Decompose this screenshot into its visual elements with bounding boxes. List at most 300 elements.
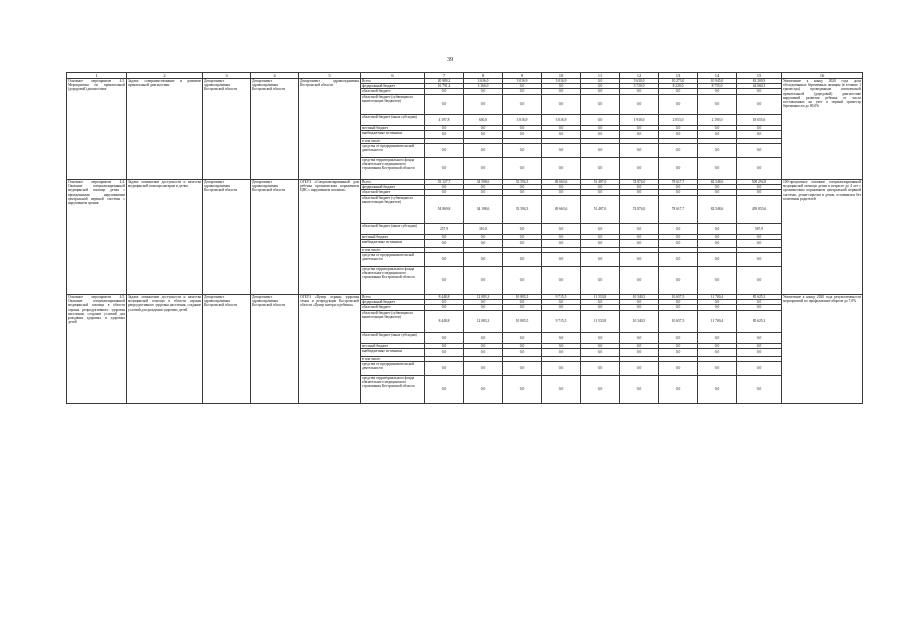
value-cell: 0,0 [581, 84, 620, 89]
value-cell: 0,0 [698, 144, 737, 158]
value-cell: 12 083,3 [464, 295, 503, 300]
value-cell: 0,0 [698, 376, 737, 404]
column-number: 12 [620, 73, 659, 79]
value-cell: 0,0 [464, 125, 503, 130]
value-cell: 0,0 [425, 185, 464, 190]
value-cell: 0,0 [737, 376, 782, 404]
funding-source-cell: средства от предпринимательской деятельности [361, 362, 425, 376]
responsible-cell: Департамент здравоохранения Костромской области [203, 295, 251, 404]
value-cell: 0,0 [698, 300, 737, 305]
funding-source-cell: областной бюджет (иные субсидии) [361, 114, 425, 125]
value-cell: 33 594,3 [503, 195, 542, 223]
value-cell: 0,0 [542, 267, 581, 295]
value-cell: 0,0 [659, 94, 698, 114]
value-cell: 0,0 [581, 362, 620, 376]
value-cell: 0,0 [659, 332, 698, 343]
value-cell: 0,0 [503, 253, 542, 267]
column-number: 8 [464, 73, 503, 79]
value-cell: 0,0 [542, 84, 581, 89]
value-cell: 10 340,5 [620, 310, 659, 332]
value-cell: 0,0 [737, 234, 782, 239]
value-cell: 0,0 [542, 125, 581, 130]
value-cell: 0,0 [737, 190, 782, 195]
value-cell: 0,0 [659, 223, 698, 234]
funding-source-cell: местный бюджет [361, 234, 425, 239]
value-cell: 0,0 [698, 190, 737, 195]
funding-source-cell: областной бюджет (субвенции из вышестоящих бюджетов) [361, 195, 425, 223]
value-cell: 0,0 [659, 239, 698, 247]
value-cell: 0,0 [620, 267, 659, 295]
value-cell: 3 016,9 [542, 79, 581, 84]
value-cell: 310,0 [464, 223, 503, 234]
value-cell: 0,0 [620, 234, 659, 239]
funding-source-cell: областной бюджет (субвенции из вышестоящих бюджетов) [361, 310, 425, 332]
value-cell: 0,0 [425, 130, 464, 138]
value-cell: 0,0 [659, 253, 698, 267]
customer-cell: Департамент здравоохранения Костромской области [251, 79, 299, 180]
value-cell: 0,0 [425, 362, 464, 376]
result-cell: Увеличение к концу 2020 года доли обследованных беременных женщин (в течение 1 триместра) проведенным комплексной пренатальной (дородовой) диагностике нарушений развития ребенка от числа поставленных на учет в первый триместр беременности до 80,0% [782, 79, 863, 180]
value-cell: 509 292,8 [737, 180, 782, 185]
value-cell: 0,0 [503, 144, 542, 158]
value-cell: 8 448,8 [425, 295, 464, 300]
value-cell: 0,0 [737, 343, 782, 348]
value-cell: 0,0 [503, 84, 542, 89]
value-cell: 0,0 [503, 190, 542, 195]
funding-source-cell: в том числе: [361, 247, 425, 252]
value-cell: 0,0 [620, 125, 659, 130]
column-number: 15 [737, 73, 782, 79]
funding-source-cell: областной бюджет (иные субсидии) [361, 332, 425, 343]
funding-source-cell: средства территориального фонда обязательного медицинского страхования Костромской области [361, 376, 425, 404]
value-cell: 0,0 [581, 332, 620, 343]
value-cell: 0,0 [581, 89, 620, 94]
funding-source-cell: средства от предпринимательской деятельности [361, 253, 425, 267]
funding-source-cell: Всего [361, 295, 425, 300]
value-cell: 0,0 [620, 348, 659, 356]
value-cell: 0,0 [737, 158, 782, 180]
column-number: 16 [782, 73, 863, 79]
value-cell: 0,0 [659, 158, 698, 180]
value-cell: 0,0 [698, 234, 737, 239]
value-cell: 51 487,0 [581, 180, 620, 185]
column-number: 10 [542, 73, 581, 79]
value-cell: 0,0 [581, 158, 620, 180]
value-cell: 0,0 [542, 89, 581, 94]
value-cell: 0,0 [503, 362, 542, 376]
value-cell: 0,0 [542, 190, 581, 195]
value-cell: 0,0 [698, 223, 737, 234]
value-cell: 78 617,7 [659, 180, 698, 185]
executor-cell: ОГБУЗ «Центр охраны здоровья семьи и репродукции Костромской области «Центр матери и ребенка» [299, 295, 361, 404]
column-number: 13 [659, 73, 698, 79]
value-cell: 0,0 [659, 376, 698, 404]
value-cell: 0,0 [464, 332, 503, 343]
value-cell: 0,0 [464, 253, 503, 267]
budget-table [66, 72, 863, 404]
table-body [67, 73, 863, 404]
page-number: 39 [447, 57, 453, 63]
column-number: 11 [581, 73, 620, 79]
task-cell: Задача: совершенствование и развитие пренатальной диагностики [127, 79, 203, 180]
value-cell: 0,0 [581, 125, 620, 130]
value-cell: 0,0 [425, 234, 464, 239]
value-cell: 0,0 [581, 185, 620, 190]
funding-source-cell: федеральный бюджет [361, 185, 425, 190]
value-cell: 0,0 [503, 239, 542, 247]
value-cell: 0,0 [581, 144, 620, 158]
value-cell: 0,0 [659, 343, 698, 348]
value-cell: 0,0 [737, 267, 782, 295]
value-cell: 0,0 [698, 158, 737, 180]
value-cell: 0,0 [542, 158, 581, 180]
value-cell: 3 016,9 [542, 114, 581, 125]
value-cell: 0,0 [425, 348, 464, 356]
value-cell: 0,0 [659, 362, 698, 376]
value-cell: 0,0 [620, 94, 659, 114]
customer-cell: Департамент здравоохранения Костромской области [251, 180, 299, 295]
value-cell: 0,0 [464, 190, 503, 195]
column-number: 2 [127, 73, 203, 79]
value-cell: 0,0 [503, 348, 542, 356]
value-cell: 0,0 [698, 125, 737, 130]
value-cell: 0,0 [659, 89, 698, 94]
value-cell: 11 700,4 [698, 310, 737, 332]
value-cell: 0,0 [464, 343, 503, 348]
value-cell: 0,0 [659, 300, 698, 305]
value-cell: 0,0 [464, 89, 503, 94]
value-cell: 0,0 [503, 94, 542, 114]
value-cell: 0,0 [620, 300, 659, 305]
funding-source-cell: областной бюджет [361, 305, 425, 310]
value-cell: 74 874,0 [620, 195, 659, 223]
value-cell: 44 660,3 [737, 84, 782, 89]
funding-source-cell: средства территориального фонда обязательного медицинского страхования Костромской области [361, 267, 425, 295]
value-cell: 0,0 [737, 253, 782, 267]
value-cell: 0,0 [620, 332, 659, 343]
value-cell: 0,0 [425, 305, 464, 310]
funding-source-cell: федеральный бюджет [361, 84, 425, 89]
value-cell: 3 016,9 [503, 114, 542, 125]
value-cell: 0,0 [503, 300, 542, 305]
value-cell: 5 630,0 [620, 79, 659, 84]
funding-source-cell: областной бюджет (иные субсидии) [361, 223, 425, 234]
column-number: 6 [361, 73, 425, 79]
value-cell: 0,0 [503, 158, 542, 180]
value-cell: 0,0 [464, 234, 503, 239]
value-cell: 0,0 [581, 94, 620, 114]
value-cell: 9 715,5 [542, 310, 581, 332]
value-cell: 10 805,5 [503, 310, 542, 332]
value-cell: 3 166,0 [464, 84, 503, 89]
value-cell: 0,0 [581, 130, 620, 138]
funding-source-cell: средства территориального фонда обязательного медицинского страхования Костромской области [361, 158, 425, 180]
value-cell: 20 989,2 [425, 79, 464, 84]
value-cell: 0,0 [659, 130, 698, 138]
column-number: 9 [503, 73, 542, 79]
value-cell: 0,0 [620, 158, 659, 180]
value-cell: 0,0 [464, 267, 503, 295]
value-cell: 0,0 [581, 348, 620, 356]
value-cell: 0,0 [425, 89, 464, 94]
value-cell: 0,0 [581, 305, 620, 310]
value-cell: 51 487,0 [581, 195, 620, 223]
value-cell: 0,0 [698, 130, 737, 138]
value-cell: 3 636,0 [464, 79, 503, 84]
funding-source-cell: областной бюджет [361, 89, 425, 94]
value-cell: 0,0 [503, 89, 542, 94]
value-cell: 0,0 [464, 376, 503, 404]
value-cell: 11 700,4 [698, 295, 737, 300]
funding-source-cell: областной бюджет [361, 190, 425, 195]
value-cell: 0,0 [464, 94, 503, 114]
measure-cell: Основное мероприятие 4.4. Оказание специализированной медицинской помощи детям с врожденными нарушениями центральной нервной системы с нарушением зрения [67, 180, 127, 295]
result-cell: 100-процентное оказание специализированной медицинской помощи детям в возрасте до 4 лет с органическим поражением центральной нервной системы, детям-сиротам и детям, оставшимся без попечения родителей [782, 180, 863, 295]
executor-cell: ОГБУЗ «Специализированный дом ребенка органическим поражением ЦНС с нарушением психики» [299, 180, 361, 295]
value-cell: 0,0 [464, 144, 503, 158]
result-cell: Увеличение к концу 2020 года результативности мероприятий по профилактике абортов до 7,0% [782, 295, 863, 404]
funding-source-cell: Всего [361, 79, 425, 84]
value-cell: 0,0 [425, 190, 464, 195]
value-cell: 0,0 [581, 190, 620, 195]
value-cell: 0,0 [503, 223, 542, 234]
value-cell: 0,0 [542, 185, 581, 190]
task-cell: Задача: повышение доступности и качества медицинской помощи матерям и детям [127, 180, 203, 295]
value-cell: 0,0 [620, 362, 659, 376]
value-cell: 34 508,6 [464, 180, 503, 185]
value-cell: 0,0 [581, 376, 620, 404]
value-cell: 0,0 [542, 332, 581, 343]
value-cell: 0,0 [581, 253, 620, 267]
responsible-cell: Департамент здравоохранения Костромской области [203, 180, 251, 295]
value-cell: 0,0 [581, 79, 620, 84]
value-cell: 2 053,0 [659, 114, 698, 125]
column-number: 7 [425, 73, 464, 79]
value-cell: 0,0 [698, 305, 737, 310]
value-cell: 650,0 [464, 114, 503, 125]
value-cell: 10 273,0 [659, 79, 698, 84]
value-cell: 8 755,0 [698, 84, 737, 89]
value-cell: 0,0 [698, 89, 737, 94]
value-cell: 0,0 [581, 223, 620, 234]
value-cell: 0,0 [425, 94, 464, 114]
value-cell: 0,0 [425, 343, 464, 348]
measure-cell: Основное мероприятие 4.3. Мероприятия по пренатальной (дородовой) диагностике [67, 79, 127, 180]
value-cell: 78 617,7 [659, 195, 698, 223]
value-cell: 0,0 [503, 305, 542, 310]
value-cell: 18 655,6 [737, 114, 782, 125]
value-cell: 0,0 [659, 267, 698, 295]
value-cell: 0,0 [503, 267, 542, 295]
value-cell: 0,0 [698, 362, 737, 376]
value-cell: 63 200,9 [737, 79, 782, 84]
value-cell: 0,0 [737, 300, 782, 305]
responsible-cell: Департамент здравоохранения Костромской области [203, 79, 251, 180]
value-cell: 0,0 [581, 239, 620, 247]
value-cell: 0,0 [737, 94, 782, 114]
value-cell: 0,0 [542, 343, 581, 348]
value-cell: 0,0 [464, 185, 503, 190]
value-cell: 0,0 [737, 89, 782, 94]
value-cell: 0,0 [542, 348, 581, 356]
value-cell: 257,9 [425, 223, 464, 234]
value-cell: 0,0 [464, 348, 503, 356]
value-cell: 0,0 [464, 158, 503, 180]
value-cell: 0,0 [698, 239, 737, 247]
value-cell: 0,0 [698, 343, 737, 348]
column-number: 14 [698, 73, 737, 79]
value-cell: 85 625,3 [737, 310, 782, 332]
value-cell: 0,0 [581, 267, 620, 295]
value-cell: 0,0 [737, 185, 782, 190]
value-cell: 0,0 [737, 239, 782, 247]
value-cell: 0,0 [659, 305, 698, 310]
value-cell: 0,0 [542, 305, 581, 310]
funding-source-cell: внебюджетные источники [361, 239, 425, 247]
funding-source-cell: федеральный бюджет [361, 300, 425, 305]
funding-source-cell: Всего [361, 180, 425, 185]
value-cell: 0,0 [737, 125, 782, 130]
column-number: 3 [203, 73, 251, 79]
column-number: 5 [299, 73, 361, 79]
value-cell: 82 548,6 [698, 195, 737, 223]
value-cell: 0,0 [503, 234, 542, 239]
value-cell: 0,0 [698, 253, 737, 267]
funding-source-cell: в том числе: [361, 356, 425, 361]
funding-source-cell: областной бюджет (субвенции из вышестоящих бюджетов) [361, 94, 425, 114]
value-cell: 0,0 [425, 332, 464, 343]
value-cell: 74 874,0 [620, 180, 659, 185]
value-cell: 0,0 [659, 234, 698, 239]
value-cell: 0,0 [620, 305, 659, 310]
value-cell: 85 625,3 [737, 295, 782, 300]
value-cell: 0,0 [464, 362, 503, 376]
task-cell: Задача: повышение доступности и качества медицинской помощи в области охраны репродуктивного здоровья населения, создание условий для рождения здоровых детей [127, 295, 203, 404]
value-cell: 0,0 [503, 343, 542, 348]
value-cell: 10 340,5 [620, 295, 659, 300]
measure-cell: Основное мероприятие 4.5. Оказание специализированной медицинской помощи в области охраны репродуктивного здоровья населения, создание условий для рождения здоровых и здоровых детей [67, 295, 127, 404]
value-cell: 0,0 [620, 144, 659, 158]
value-cell: 0,0 [737, 305, 782, 310]
value-cell: 0,0 [503, 332, 542, 343]
value-cell: 10 657,5 [659, 310, 698, 332]
value-cell: 0,0 [542, 144, 581, 158]
value-cell: 0,0 [698, 94, 737, 114]
value-cell: 10 805,5 [503, 295, 542, 300]
value-cell: 0,0 [542, 130, 581, 138]
value-cell: 8 448,8 [425, 310, 464, 332]
value-cell: 55 127,7 [425, 180, 464, 185]
value-cell: 0,0 [464, 130, 503, 138]
value-cell: 0,0 [737, 362, 782, 376]
value-cell: 0,0 [737, 130, 782, 138]
value-cell: 0,0 [620, 253, 659, 267]
value-cell: 0,0 [425, 253, 464, 267]
value-cell: 0,0 [659, 125, 698, 130]
value-cell: 49 663,6 [542, 180, 581, 185]
value-cell: 0,0 [659, 190, 698, 195]
value-cell: 0,0 [737, 144, 782, 158]
value-cell: 0,0 [620, 185, 659, 190]
value-cell: 8 220,0 [659, 84, 698, 89]
value-cell: 2 190,0 [698, 114, 737, 125]
value-cell: 0,0 [542, 94, 581, 114]
column-number: 4 [251, 73, 299, 79]
funding-source-cell: внебюджетные источники [361, 130, 425, 138]
value-cell: 0,0 [659, 185, 698, 190]
value-cell: 459 853,6 [737, 195, 782, 223]
value-cell: 0,0 [659, 348, 698, 356]
value-cell: 0,0 [698, 348, 737, 356]
value-cell: 0,0 [698, 332, 737, 343]
value-cell: 0,0 [425, 300, 464, 305]
value-cell: 0,0 [503, 125, 542, 130]
value-cell: 0,0 [542, 300, 581, 305]
value-cell: 0,0 [542, 362, 581, 376]
value-cell: 82 548,6 [698, 180, 737, 185]
value-cell: 0,0 [737, 348, 782, 356]
value-cell: 0,0 [542, 239, 581, 247]
value-cell: 34 198,6 [464, 195, 503, 223]
value-cell: 54 869,8 [425, 195, 464, 223]
value-cell: 33 594,3 [503, 180, 542, 185]
funding-source-cell: местный бюджет [361, 125, 425, 130]
value-cell: 11 533,8 [581, 310, 620, 332]
value-cell: 0,0 [620, 239, 659, 247]
value-cell: 0,0 [464, 305, 503, 310]
value-cell: 11 533,8 [581, 295, 620, 300]
value-cell: 0,0 [542, 223, 581, 234]
value-cell: 3 016,9 [503, 79, 542, 84]
value-cell: 0,0 [698, 185, 737, 190]
value-cell: 0,0 [503, 376, 542, 404]
value-cell: 0,0 [737, 332, 782, 343]
value-cell: 1 930,0 [620, 114, 659, 125]
value-cell: 0,0 [464, 239, 503, 247]
value-cell: 0,0 [503, 130, 542, 138]
value-cell: 0,0 [620, 89, 659, 94]
value-cell: 0,0 [425, 376, 464, 404]
value-cell: 0,0 [620, 343, 659, 348]
value-cell: 0,0 [620, 130, 659, 138]
executor-cell: Департамент здравоохранения Костромской области [299, 79, 361, 180]
value-cell: 10 657,5 [659, 295, 698, 300]
value-cell: 0,0 [581, 114, 620, 125]
value-cell: 0,0 [581, 300, 620, 305]
value-cell: 0,0 [542, 253, 581, 267]
value-cell: 0,0 [425, 267, 464, 295]
value-cell: 0,0 [581, 234, 620, 239]
value-cell: 0,0 [620, 190, 659, 195]
value-cell: 0,0 [698, 267, 737, 295]
value-cell: 16 791,4 [425, 84, 464, 89]
value-cell: 567,9 [737, 223, 782, 234]
funding-source-cell: средства от предпринимательской деятельности [361, 144, 425, 158]
column-number: 1 [67, 73, 127, 79]
value-cell: 0,0 [620, 223, 659, 234]
value-cell: 0,0 [542, 376, 581, 404]
value-cell: 9 715,5 [542, 295, 581, 300]
funding-source-cell: местный бюджет [361, 343, 425, 348]
customer-cell: Департамент здравоохранения Костромской области [251, 295, 299, 404]
value-cell: 49 663,6 [542, 195, 581, 223]
value-cell: 0,0 [659, 144, 698, 158]
value-cell: 10 945,0 [698, 79, 737, 84]
value-cell: 0,0 [542, 234, 581, 239]
value-cell: 0,0 [503, 185, 542, 190]
value-cell: 0,0 [464, 300, 503, 305]
value-cell: 0,0 [581, 343, 620, 348]
